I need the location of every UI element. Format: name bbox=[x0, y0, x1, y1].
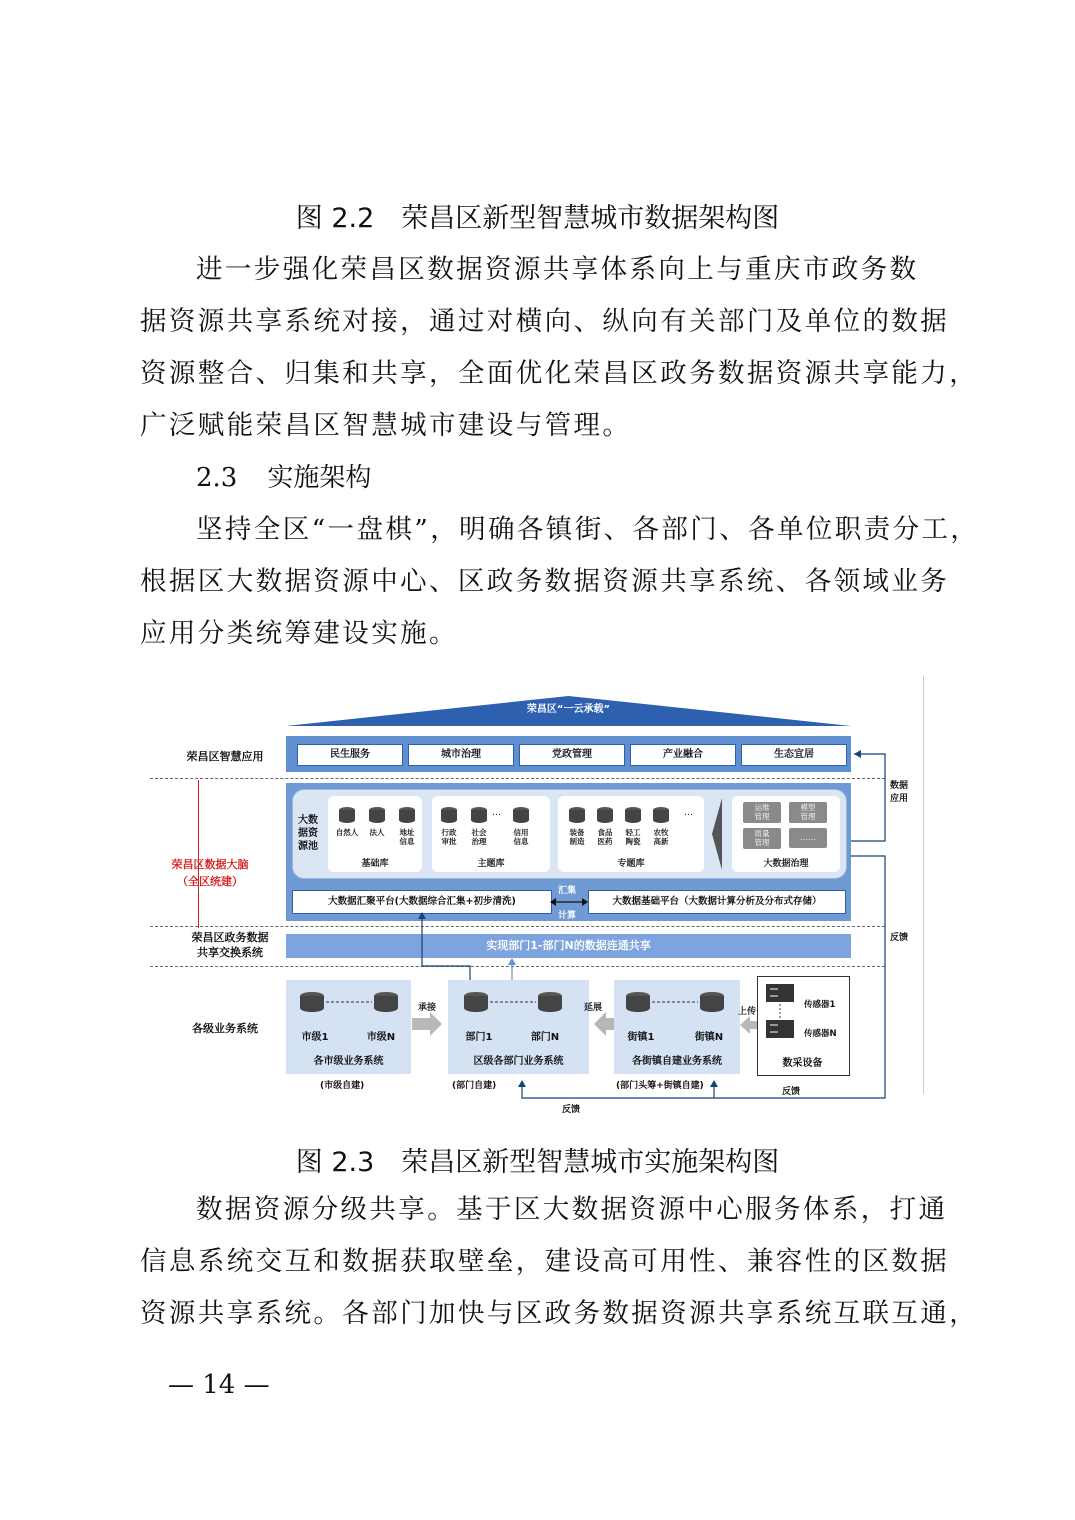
section-heading: 2.3 实施架构 bbox=[196, 463, 372, 493]
paragraph-2: 坚持全区“一盘棋”，明确各镇街、各部门、各单位职责分工， 根据区大数据资源中心、区政务数据资源共享系统、各领域业务 应用分类统筹建设实施。 bbox=[140, 514, 980, 649]
fig23-caption: 图 2.3 荣昌区新型智慧城市实施架构图 bbox=[295, 1147, 780, 1178]
label-brain: 荣昌区数据大脑 bbox=[171, 858, 249, 871]
aggregation-platform: 大数据汇聚平台(大数据综合汇集+初步清洗) bbox=[292, 890, 552, 914]
sensor-icon bbox=[766, 984, 796, 1038]
label-biz: 各级业务系统 bbox=[192, 1022, 258, 1035]
page-number: — 14 — bbox=[168, 1370, 270, 1400]
db-link-icon bbox=[624, 992, 726, 1012]
hub-top-label: 汇集 bbox=[558, 886, 577, 896]
hub-bottom-label: 计算 bbox=[558, 911, 577, 921]
inherit-label: 承接 bbox=[418, 1003, 437, 1013]
app-box: 党政管理 bbox=[519, 744, 625, 766]
fig22-caption: 图 2.2 荣昌区新型智慧城市数据架构图 bbox=[295, 203, 780, 234]
roof-label: 荣昌区“一云承载” bbox=[526, 704, 611, 715]
app-box: 生态宜居 bbox=[741, 744, 847, 766]
extend-label: 延展 bbox=[584, 1003, 603, 1013]
paragraph-1: 进一步强化荣昌区数据资源共享体系向上与重庆市政务数 据资源共享系统对接，通过对横向、纵向有关部门及单位的数据 资源整合、归集和共享，全面优化荣昌区政务数据资源共享能力， 广泛赋能荣昌区智慧城市建设与管理。 bbox=[140, 254, 979, 441]
feedback-label: 反馈 bbox=[890, 933, 909, 943]
bottom-feedback-label: 反馈 bbox=[562, 1105, 581, 1115]
paragraph-3: 数据资源分级共享。基于区大数据资源中心服务体系，打通 信息系统交互和数据获取壁垒，建设高可用性、兼容性的区数据 资源共享系统。各部门加快与区政务数据资源共享系统互联互通， bbox=[140, 1194, 979, 1329]
label-apps: 荣昌区智慧应用 bbox=[186, 750, 264, 763]
app-box: 产业融合 bbox=[630, 744, 736, 766]
label-share-2: 共享交换系统 bbox=[197, 946, 263, 959]
label-share-1: 荣昌区政务数据 bbox=[191, 931, 269, 944]
architecture-diagram: 荣昌区“一云承载” 荣昌区智慧应用 荣昌区数据大脑 （全区统建） 荣昌区政务数据 共享交换系统 各级业务系统 民生服务 城市治理 党政管理 产业融合 生态宜居 大数 据资 源池 自然人 法人 地址 信息 基础库 … 行政 审批 社会 治理 信用 信息 主题库 … 装备 制造 食品 医药 轻工 陶瓷 农牧 高新 专题库 运维 管理 模型 管理 质量 管理 …… 大数据治理 大数据汇聚平台(大数据综合汇集+初步清洗) 大数据基础平台（大数据计算分析及分布式存储） 汇集 计算 实现部门1-部门N的数据连通共享 数据 应用 反馈 市级1 市级N 各市级业务系统 (市级自建) 承接 部门1 部门N 区级各部门业务系统 (部门自建) 延展 街镇1 街镇N 各街镇自建业务系统 (部门头筹+街镇自建) 上传 传感器1 传感器N 数采设备 反馈 反馈 bbox=[140, 676, 925, 1116]
label-brain-sub: （全区统建） bbox=[177, 875, 243, 888]
app-box: 民生服务 bbox=[297, 744, 403, 766]
arrow-right-icon bbox=[412, 1012, 444, 1036]
db-link-icon bbox=[298, 992, 400, 1012]
data-app-label: 数据 应用 bbox=[890, 781, 909, 804]
base-platform: 大数据基础平台（大数据计算分析及分布式存储） bbox=[588, 890, 846, 914]
upload-label: 上传 bbox=[738, 1007, 757, 1017]
pool-title: 大数 据资 源池 bbox=[298, 815, 318, 852]
share-band: 实现部门1-部门N的数据连通共享 bbox=[286, 934, 851, 958]
app-box: 城市治理 bbox=[408, 744, 514, 766]
db-link-icon bbox=[462, 992, 564, 1012]
